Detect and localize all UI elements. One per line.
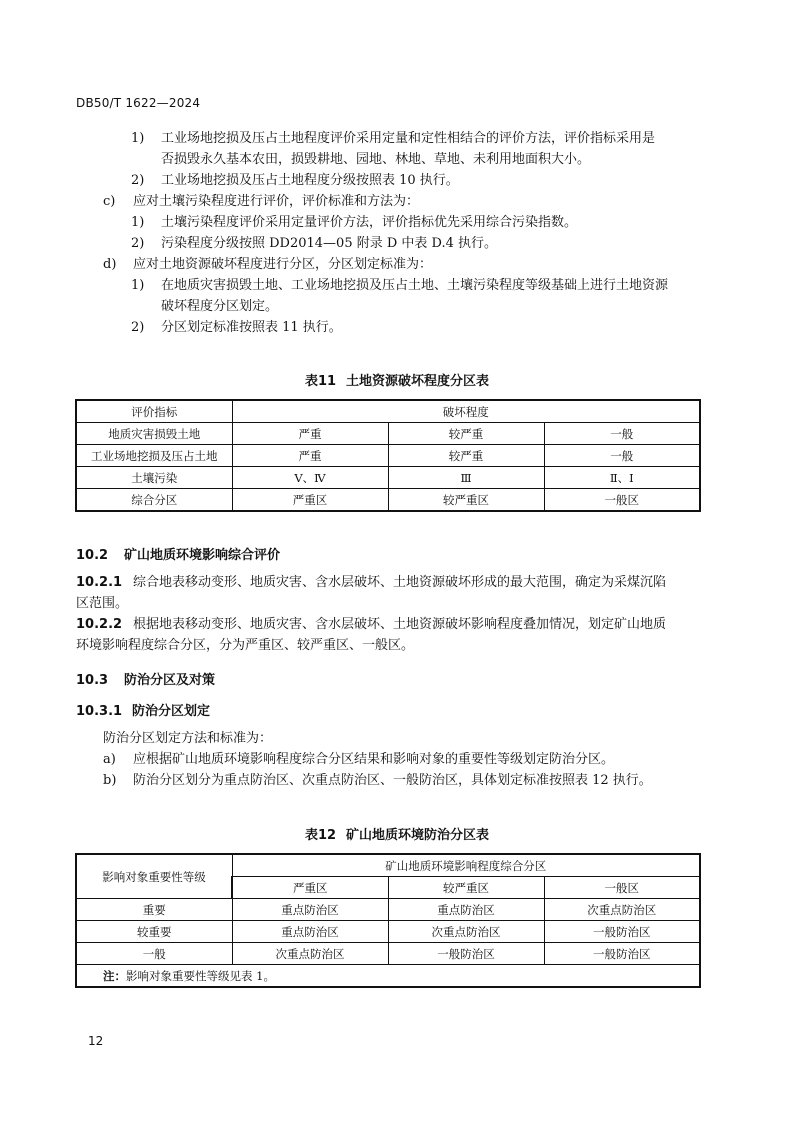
table-cell: 严重 — [232, 445, 388, 467]
section-title: 矿山地质环境影响综合评价 — [124, 548, 281, 563]
clause-number: 10.2.2 — [76, 617, 123, 632]
table-caption-id: 表11 — [304, 374, 337, 389]
table-note-row — [76, 965, 700, 988]
list-item-text: 土壤污染程度评价采用定量评价方法，评价指标优先采用综合污染指数。 — [161, 215, 578, 230]
list-item-text: 分区划定标准按照表 11 执行。 — [161, 320, 342, 335]
table-cell: Ⅲ — [388, 467, 544, 489]
list-item-text: 应根据矿山地质环境影响程度综合分区结果和影响对象的重要性等级划定防治分区。 — [133, 752, 615, 767]
table-caption-title: 土地资源破坏程度分区表 — [346, 374, 490, 389]
table-cell: 重点防治区 — [232, 899, 388, 921]
table-cell: 一般防治区 — [544, 921, 700, 943]
list-marker: 2) — [131, 173, 145, 188]
table-cell: 次重点防治区 — [232, 943, 388, 965]
table-cell: 一般 — [544, 423, 700, 445]
table-header-row — [76, 400, 700, 423]
table-row — [76, 899, 700, 921]
list-item-text: 工业场地挖损及压占土地程度评价采用定量和定性相结合的评价方法，评价指标采用是 — [161, 131, 656, 146]
table-row — [76, 423, 700, 445]
table-header-cell: 较严重区 — [388, 877, 544, 899]
list-marker: 1) — [131, 215, 145, 230]
clause-number: 10.2.1 — [76, 575, 123, 590]
table-row-label: 一般 — [76, 943, 232, 965]
table-header-cell: 影响对象重要性等级 — [76, 854, 232, 899]
table-cell: Ⅱ、Ⅰ — [544, 467, 700, 489]
list-marker: a) — [103, 752, 116, 767]
table-row — [76, 445, 700, 467]
subsection-title: 防治分区划定 — [132, 704, 211, 719]
paragraph-text: 防治分区划定方法和标准为： — [103, 731, 273, 746]
list-marker: d) — [103, 257, 117, 272]
table-row — [76, 943, 700, 965]
list-marker: b) — [103, 773, 117, 788]
section-number: 10.3 — [76, 673, 109, 688]
table-header-cell: 一般区 — [544, 877, 700, 899]
paragraph-text: 区范围。 — [76, 596, 129, 611]
table-caption-title: 矿山地质环境防治分区表 — [346, 828, 490, 843]
paragraph-text: 环境影响程度综合分区，分为严重区、较严重区、一般区。 — [76, 638, 415, 653]
table-caption-id: 表12 — [304, 828, 337, 843]
table-header-cell: 评价指标 — [76, 400, 232, 423]
list-item-text: 工业场地挖损及压占土地程度分级按照表 10 执行。 — [161, 173, 459, 188]
page-number: 12 — [88, 1034, 104, 1048]
table-row — [76, 467, 700, 489]
list-marker: 1) — [131, 131, 145, 146]
table-note-label: 注： — [103, 968, 126, 983]
list-item-text: 污染程度分级按照 DD2014—05 附录 D 中表 D.4 执行。 — [161, 236, 498, 251]
list-item-text: 破坏程度分区划定。 — [161, 299, 279, 314]
subsection-heading — [76, 700, 210, 719]
subsection-number: 10.3.1 — [76, 704, 123, 719]
table-cell: 重点防治区 — [232, 921, 388, 943]
table-cell: 较严重 — [388, 423, 544, 445]
paragraph-text: 根据地表移动变形、地质灾害、含水层破坏、土地资源破坏影响程度叠加情况，划定矿山地质 — [133, 617, 667, 632]
list-item-text: 防治分区划分为重点防治区、次重点防治区、一般防治区，具体划定标准按照表 12 执行。 — [133, 773, 652, 788]
table-cell: 一般防治区 — [544, 943, 700, 965]
table-cell: 一般防治区 — [388, 943, 544, 965]
table-row — [76, 921, 700, 943]
list-marker: 2) — [131, 236, 145, 251]
table-row-label: 综合分区 — [76, 489, 232, 512]
table-row-label: 工业场地挖损及压占土地 — [76, 445, 232, 467]
table-note-text: 影响对象重要性等级见表 1。 — [126, 968, 275, 983]
list-marker: c) — [103, 194, 116, 209]
list-item-text: 应对土壤污染程度进行评价，评价标准和方法为： — [133, 194, 420, 209]
table-cell: 较严重区 — [388, 489, 544, 512]
table-header-cell: 严重区 — [232, 877, 388, 899]
section-heading — [76, 544, 280, 563]
table-header-cell: 破坏程度 — [232, 400, 700, 423]
table-note — [76, 965, 700, 988]
table-caption — [0, 370, 794, 389]
table-cell: 次重点防治区 — [544, 899, 700, 921]
table-header-row — [76, 854, 700, 877]
prevention-zoning-table — [75, 853, 701, 988]
list-item-text: 应对土地资源破坏程度进行分区，分区划定标准为： — [133, 257, 433, 272]
list-marker: 2) — [131, 320, 145, 335]
table-cell: 重点防治区 — [388, 899, 544, 921]
list-item-text: 在地质灾害损毁土地、工业场地挖损及压占土地、土壤污染程度等级基础上进行土地资源 — [161, 278, 669, 293]
table-row-label: 重要 — [76, 899, 232, 921]
table-cell: Ⅴ、Ⅳ — [232, 467, 388, 489]
document-code: DB50/T 1622—2024 — [76, 96, 201, 110]
table-row-label: 土壤污染 — [76, 467, 232, 489]
land-damage-zoning-table — [75, 399, 701, 512]
table-cell: 严重 — [232, 423, 388, 445]
section-title: 防治分区及对策 — [124, 673, 216, 688]
table-cell: 次重点防治区 — [388, 921, 544, 943]
list-item-text: 否损毁永久基本农田，损毁耕地、园地、林地、草地、未利用地面积大小。 — [161, 152, 591, 167]
table-caption — [0, 824, 794, 843]
paragraph-text: 综合地表移动变形、地质灾害、含水层破坏、土地资源破坏形成的最大范围，确定为采煤沉陷 — [133, 575, 667, 590]
table-cell: 一般区 — [544, 489, 700, 512]
section-heading — [76, 669, 215, 688]
table-row-label: 地质灾害损毁土地 — [76, 423, 232, 445]
section-number: 10.2 — [76, 548, 109, 563]
table-cell: 一般 — [544, 445, 700, 467]
table-cell: 严重区 — [232, 489, 388, 512]
table-header-cell: 矿山地质环境影响程度综合分区 — [232, 854, 700, 877]
table-row-label: 较重要 — [76, 921, 232, 943]
list-marker: 1) — [131, 278, 145, 293]
table-cell: 较严重 — [388, 445, 544, 467]
table-row — [76, 489, 700, 512]
